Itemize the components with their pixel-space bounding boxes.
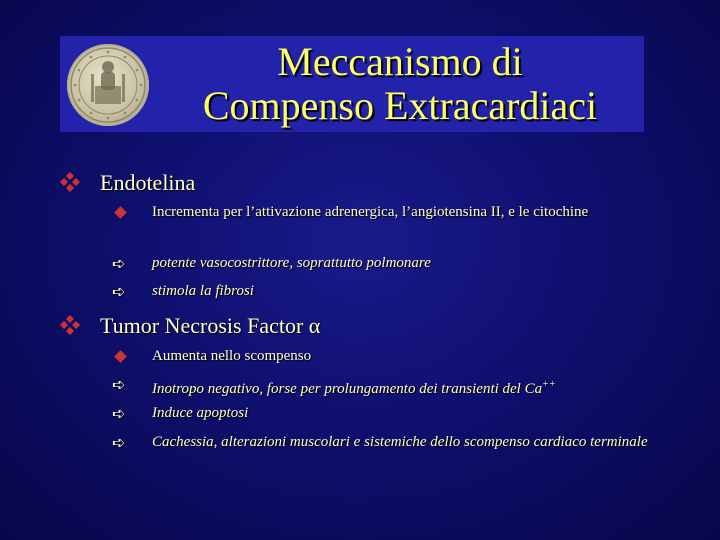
slide-title-line1: Meccanismo di bbox=[277, 39, 523, 84]
diamond-bullet-icon bbox=[112, 347, 136, 366]
superscript: ++ bbox=[542, 379, 556, 390]
item-text: potente vasocostrittore, soprattutto polmonare bbox=[152, 255, 431, 271]
slide-title-line2: Compenso Extracardiaci bbox=[202, 83, 598, 128]
section-label bbox=[100, 313, 320, 339]
item-text: Aumenta nello scompenso bbox=[152, 348, 312, 364]
arrow-right-icon: ➪ bbox=[112, 282, 126, 301]
item-text: Cachessia, alterazioni muscolari e sistemiche dello scompenso cardiaco terminale bbox=[152, 434, 648, 450]
item-text: Incrementa per l’attivazione adrenergica, l’angiotensina II, e le citochine bbox=[152, 204, 589, 220]
item-text-main: Inotropo negativo, forse per prolungamento dei transienti del Ca bbox=[152, 381, 543, 397]
alpha-symbol: α bbox=[308, 313, 321, 338]
diamond-bullet-icon bbox=[112, 203, 136, 222]
section-label-text: Tumor Necrosis Factor bbox=[100, 313, 304, 338]
four-diamond-bullet-icon bbox=[58, 170, 82, 196]
four-diamond-bullet-icon bbox=[58, 313, 82, 339]
item-text bbox=[152, 375, 654, 399]
section-label: Endotelina bbox=[100, 170, 196, 195]
university-seal-logo bbox=[67, 44, 149, 126]
arrow-right-icon: ➪ bbox=[112, 375, 126, 394]
item-text: stimola la fibrosi bbox=[152, 283, 254, 299]
item-text: Induce apoptosi bbox=[152, 405, 249, 421]
arrow-right-icon: ➪ bbox=[112, 404, 126, 423]
slide-title bbox=[160, 40, 640, 128]
arrow-right-icon: ➪ bbox=[112, 433, 126, 452]
arrow-right-icon: ➪ bbox=[112, 254, 126, 273]
